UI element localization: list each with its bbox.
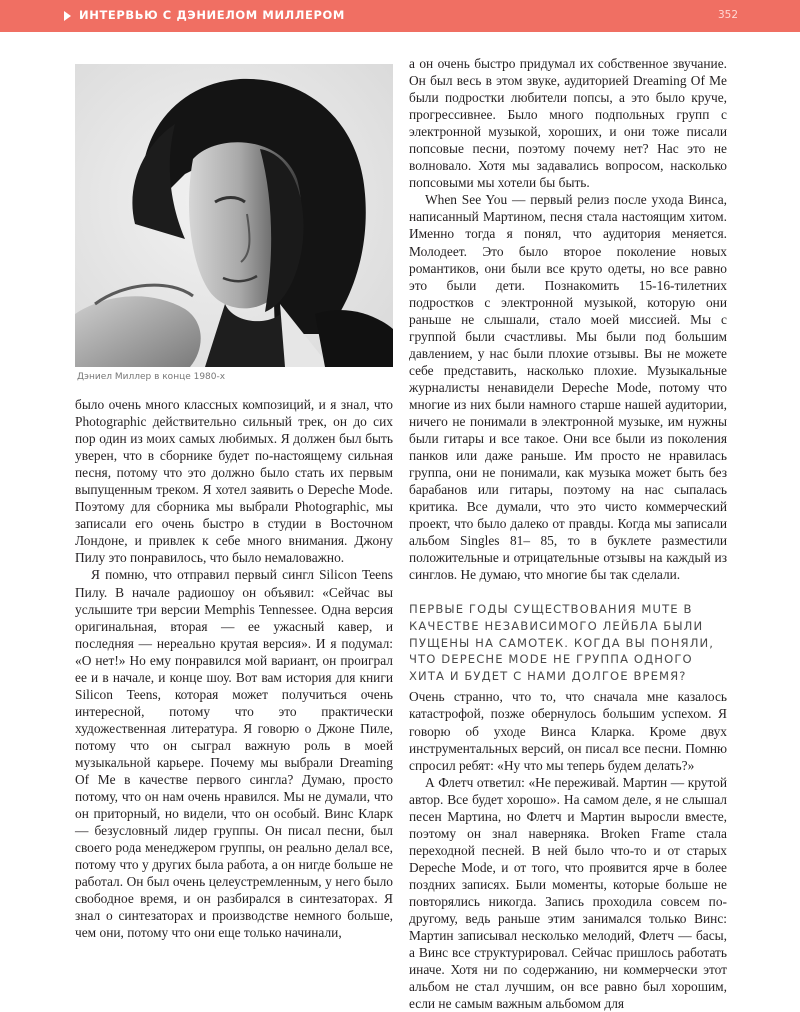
portrait-photo xyxy=(75,64,393,367)
paragraph: А Флетч ответил: «Не переживай. Мартин — крутой автор. Все будет хорошо». На самом деле, я не слышал песен Мартина, но Флетч и Мартин выросли вместе, поэтому он знал наверняка. Broken Frame стала переходной песней. В ней было что-то и от старых Depeche Mode, и от того, что проявится ярче в более поздних записях. Были моменты, которые больше не повторялись никогда. Запись проходила совсем по-другому, ведь раньше этим занимался только Винс: Мартин записывал несколько мелодий, Флетч — басы, а Винс все структурировал. Сейчас пришлось работать иначе. Хотя ни по содержанию, ни коммерчески этот альбом не стал лучшим, он все равно был хорошим, если не самым важным альбомом для xyxy=(409,774,727,1012)
paragraph: а он очень быстро придумал их собственное звучание. Он был весь в этом звуке, аудиторией Dreaming Of Me были подростки любители попсы, а это было круче, прогрессивнее. Было много подпольных групп с электронной музыкой, хороших, и они тоже писали попсовые песни, поэтому почему нет? Нас это не волновало. Хотя мы задавались вопросом, насколько попсовыми мы хотели бы быть. xyxy=(409,56,727,191)
paragraph: Я помню, что отправил первый сингл Silicon Teens Пилу. В начале радиошоу он объявил: «Сейчас вы услышите три версии Memphis Tennessee. Одна версия оригинальная, вторая — ее ужасный кавер, и последняя — нереально крутая версия». И я подумал: «О нет!» Но ему понравился мой вариант, он проиграл ее и в начале, и конце шоу. Вот вам история для книги Silicon Teens, которая может получиться очень интересной, потому что это практически художественная литература. Я говорю о Джоне Пиле, потому что он сыграл важную роль в моей музыкальной карьере. Почему мы выбрали Dreaming Of Me в качестве первого сингла? Думаю, просто потому, что он нам очень нравился. Мы не думали, что он приторный, но видели, что он особый. Винс Кларк — безусловный лидер группы. Он писал песни, был своего рода менеджером группы, он реально делал все, потому что у других была работа, а он нигде больше не работал. Он был очень целеустремленным, у него было свободное время, и он разбирался в синтезаторах. Я знал о синтезаторах и производстве немного больше, чем они, потому что они еще только начинали, xyxy=(75,567,393,941)
triangle-marker-icon xyxy=(64,11,71,21)
page-header xyxy=(0,0,800,32)
paragraph: было очень много классных композиций, и я знал, что Photographic действительно сильный трек, он до сих пор один из моих самых любимых. Я должен был быть уверен, что в сборнике будет по-настоящему сильная песня, потому что это должно было стать их первым выпущенным треком. Я хотел заявить о Depeche Mode. Поэтому для сборника мы выбрали Photographic, мы записали его очень быстро в студии в Восточном Лондоне, и привлек к себе много внимания. Джону Пилу это понравилось, что было немаловажно. xyxy=(75,397,393,566)
portrait-illustration xyxy=(75,64,393,367)
section-title: ИНТЕРВЬЮ С ДЭНИЕЛОМ МИЛЛЕРОМ xyxy=(79,8,345,22)
interview-question: ПЕРВЫЕ ГОДЫ СУЩЕСТВОВАНИЯ MUTE В КАЧЕСТВЕ НЕЗАВИСИМОГО ЛЕЙБЛА БЫЛИ ПУЩЕНЫ НА САМОТЕК. КОГДА ВЫ ПОНЯЛИ, ЧТО DEPECHE MODE НЕ ГРУППА ОДНОГО ХИТА И БУДЕТ С НАМИ ДОЛГОЕ ВРЕМЯ? xyxy=(409,602,715,683)
page-number: 352 xyxy=(717,9,738,21)
left-column xyxy=(75,396,393,942)
photo-caption: Дэниел Миллер в конце 1980-х xyxy=(77,372,226,382)
paragraph: When See You — первый релиз после ухода Винса, написанный Мартином, песня стала настоящим хитом. Именно тогда я понял, что аудитория меняется. Молодеет. Это было второе поколение новых романтиков, они были все круто одеты, но все равно это были дети. Познакомить 15-16-тилетних подростков с электронной музыкой, которую они раньше не слышали, стало моей миссией. Мы с группой были счастливы. Мы были под большим давлением, у нас были плохие отзывы. Вы не можете себе представить, насколько плохие. Музыкальные журналисты ненавидели Depeche Mode, потому что многие из них были намного старше нашей аудитории, ничего не понимали в электронной музыке, им нужны были гитары и все такое. Они все были из поколения панков или даже раньше. Им просто не нравилась группа, они не понимали, как музыка может быть без барабанов или гитары, поэтому на нас сыпалась критика. Все думали, что это чисто коммерческий проект, что было далеко от правды. Когда мы записали альбом Singles 81– 85, то в буклете разместили положительные и отрицательные отзывы на каждый из синглов. Не думаю, что многие бы так сделали. xyxy=(409,192,727,583)
right-column xyxy=(409,55,727,1012)
paragraph: Очень странно, что то, что сначала мне казалось катастрофой, позже обернулось большим успехом. Я говорю об уходе Винса Кларка. Кроме двух инструментальных версий, он писал все песни. Помню спросил ребят: «Ну что мы теперь будем делать?» xyxy=(409,689,727,773)
